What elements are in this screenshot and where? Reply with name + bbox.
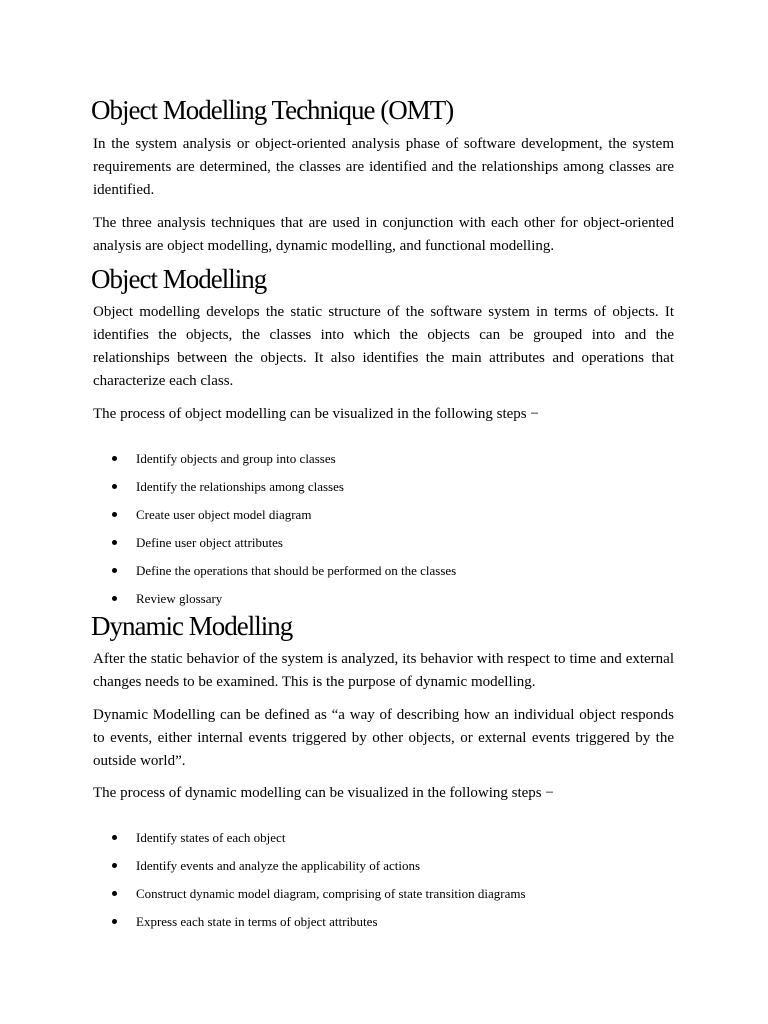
bullet-icon [112, 891, 117, 896]
list-item-text: Define the operations that should be performed on the classes [136, 563, 457, 578]
bullet-icon [112, 596, 117, 601]
list-item-text: Review glossary [136, 591, 223, 606]
list-item [108, 562, 456, 590]
bullet-icon [112, 863, 117, 868]
list-item [108, 534, 456, 562]
bullet-icon [112, 456, 117, 461]
bullet-icon [112, 835, 117, 840]
object-modelling-steps-list [108, 450, 456, 618]
list-item [108, 478, 456, 506]
dynamic-modelling-paragraph-1: After the static behavior of the system is analyzed, its behavior with respect to time and external changes needs to be examined. This is the purpose of dynamic modelling. [93, 651, 674, 690]
list-item-text: Identify states of each object [136, 830, 286, 845]
dynamic-modelling-steps-list [108, 829, 526, 941]
dynamic-modelling-heading: Dynamic Modelling [91, 611, 293, 641]
list-item-text: Create user object model diagram [136, 507, 312, 522]
list-item-text: Identify events and analyze the applicability of actions [136, 858, 421, 873]
bullet-icon [112, 919, 117, 924]
dynamic-modelling-paragraph-3: The process of dynamic modelling can be visualized in the following steps − [93, 785, 554, 801]
list-item-text: Identify objects and group into classes [136, 451, 336, 466]
bullet-icon [112, 512, 117, 517]
list-item-text: Identify the relationships among classes [136, 479, 344, 494]
dynamic-modelling-paragraph-2: Dynamic Modelling can be defined as “a way of describing how an individual object responds to events, either internal events triggered by other objects, or external events triggered by the outside world”. [93, 707, 674, 769]
bullet-icon [112, 484, 117, 489]
list-item [108, 857, 526, 885]
object-modelling-paragraph-1: Object modelling develops the static structure of the software system in terms of objects. It identifies the objects, the classes into which the objects can be grouped into and the relationships between the objects. It also identifies the main attributes and operations that characterize each class. [93, 304, 674, 389]
omt-paragraph-2: The three analysis techniques that are used in conjunction with each other for object-oriented analysis are object modelling, dynamic modelling, and functional modelling. [93, 215, 674, 254]
object-modelling-heading: Object Modelling [91, 264, 267, 294]
bullet-icon [112, 540, 117, 545]
list-item-text: Express each state in terms of object attributes [136, 914, 378, 929]
list-item-text: Define user object attributes [136, 535, 283, 550]
list-item [108, 506, 456, 534]
bullet-icon [112, 568, 117, 573]
object-modelling-paragraph-2: The process of object modelling can be visualized in the following steps − [93, 406, 539, 422]
list-item [108, 829, 526, 857]
omt-paragraph-1: In the system analysis or object-oriented analysis phase of software development, the system requirements are determined, the classes are identified and the relationships among classes are identified. [93, 136, 674, 198]
list-item-text: Construct dynamic model diagram, comprising of state transition diagrams [136, 886, 526, 901]
list-item [108, 885, 526, 913]
omt-heading: Object Modelling Technique (OMT) [91, 95, 454, 125]
list-item [108, 450, 456, 478]
list-item [108, 913, 526, 941]
